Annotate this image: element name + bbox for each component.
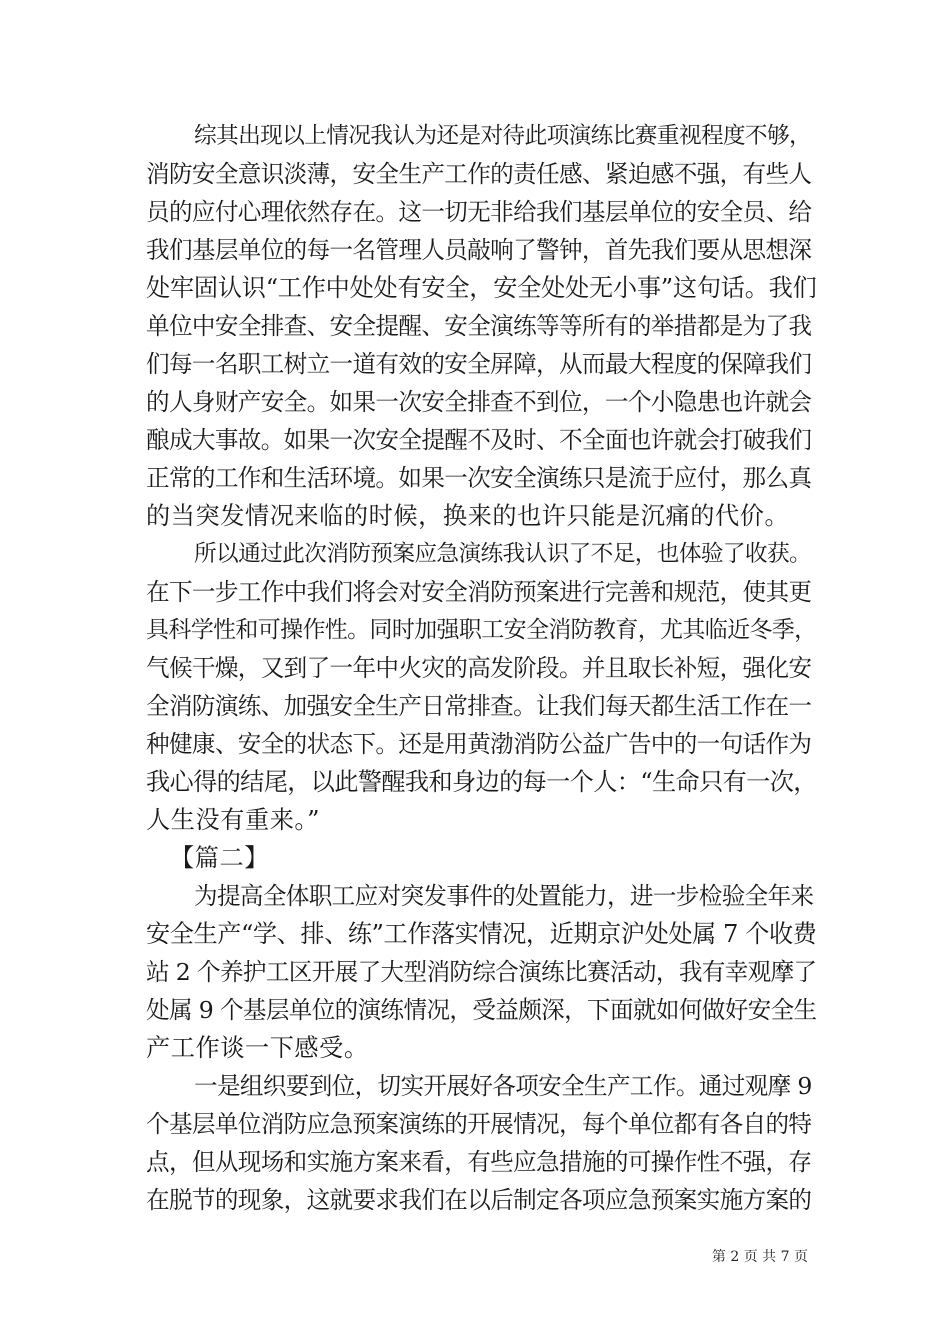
paragraph-line: 安全生产“学、排、练”工作落实情况，近期京沪处处属 7 个收费 [146,920,817,948]
page-number: 第 2 页 共 7 页 [711,1249,808,1265]
paragraph-line: 所以通过此次消防预案应急演练我认识了不足，也体验了收获。 [194,541,812,567]
paragraph-line: 站 2 个养护工区开展了大型消防综合演练比赛活动，我有幸观摩了 [146,958,817,986]
paragraph-line: 我心得的结尾，以此警醒我和身边的每一个人：“生命只有一次， [146,768,817,796]
paragraph-line: 正常的工作和生活环境。如果一次安全演练只是流于应付，那么真 [146,464,812,492]
paragraph-line: 们每一名职工树立一道有效的安全屏障，从而最大程度的保障我们 [146,350,812,378]
paragraph-line: 点，但从现场和实施方案来看，有些应急措施的可操作性不强，存 [146,1148,812,1176]
paragraph-line: 在脱节的现象，这就要求我们在以后制定各项应急预案实施方案的 [146,1186,812,1214]
paragraph-line: 具科学性和可操作性。同时加强职工安全消防教育，尤其临近冬季， [146,617,817,643]
paragraph-line: 我们基层单位的每一名管理人员敲响了警钟，首先我们要从思想深 [146,236,812,264]
paragraph-line: 气候干燥，又到了一年中火灾的高发阶段。并且取长补短，强化安 [146,654,812,682]
paragraph-line: 产工作谈一下感受。 [146,1034,369,1062]
paragraph-line: 综其出现以上情况我认为还是对待此项演练比赛重视程度不够， [194,123,812,149]
paragraph-line: 处属 9 个基层单位的演练情况，受益颇深，下面就如何做好安全生 [146,996,817,1024]
paragraph-line: 一是组织要到位，切实开展好各项安全生产工作。通过观摩 9 [194,1072,812,1100]
paragraph-line: 为提高全体职工应对突发事件的处置能力，进一步检验全年来 [194,882,814,910]
paragraph-line: 酿成大事故。如果一次安全提醒不及时、不全面也许就会打破我们 [146,426,812,454]
paragraph-line: 人生没有重来。” [146,806,320,834]
section-heading: 【篇二】 [170,844,269,872]
paragraph-line: 处牢固认识“工作中处处有安全，安全处处无小事”这句话。我们 [146,274,817,302]
paragraph-line: 的人身财产安全。如果一次安全排查不到位，一个小隐患也许就会 [146,388,812,416]
paragraph-line: 员的应付心理依然存在。这一切无非给我们基层单位的安全员、给 [146,198,812,226]
paragraph-line: 消防安全意识淡薄，安全生产工作的责任感、紧迫感不强，有些人 [146,160,812,188]
paragraph-line: 个基层单位消防应急预案演练的开展情况，每个单位都有各自的特 [146,1110,812,1138]
paragraph-line: 单位中安全排查、安全提醒、安全演练等等所有的举措都是为了我 [146,312,812,340]
paragraph-line: 在下一步工作中我们将会对安全消防预案进行完善和规范，使其更 [146,578,812,606]
paragraph-line: 的当突发情况来临的时候，换来的也许只能是沉痛的代价。 [146,502,790,530]
paragraph-line: 全消防演练、加强安全生产日常排查。让我们每天都生活工作在一 [146,692,812,720]
paragraph-line: 种健康、安全的状态下。还是用黄渤消防公益广告中的一句话作为 [146,730,812,758]
